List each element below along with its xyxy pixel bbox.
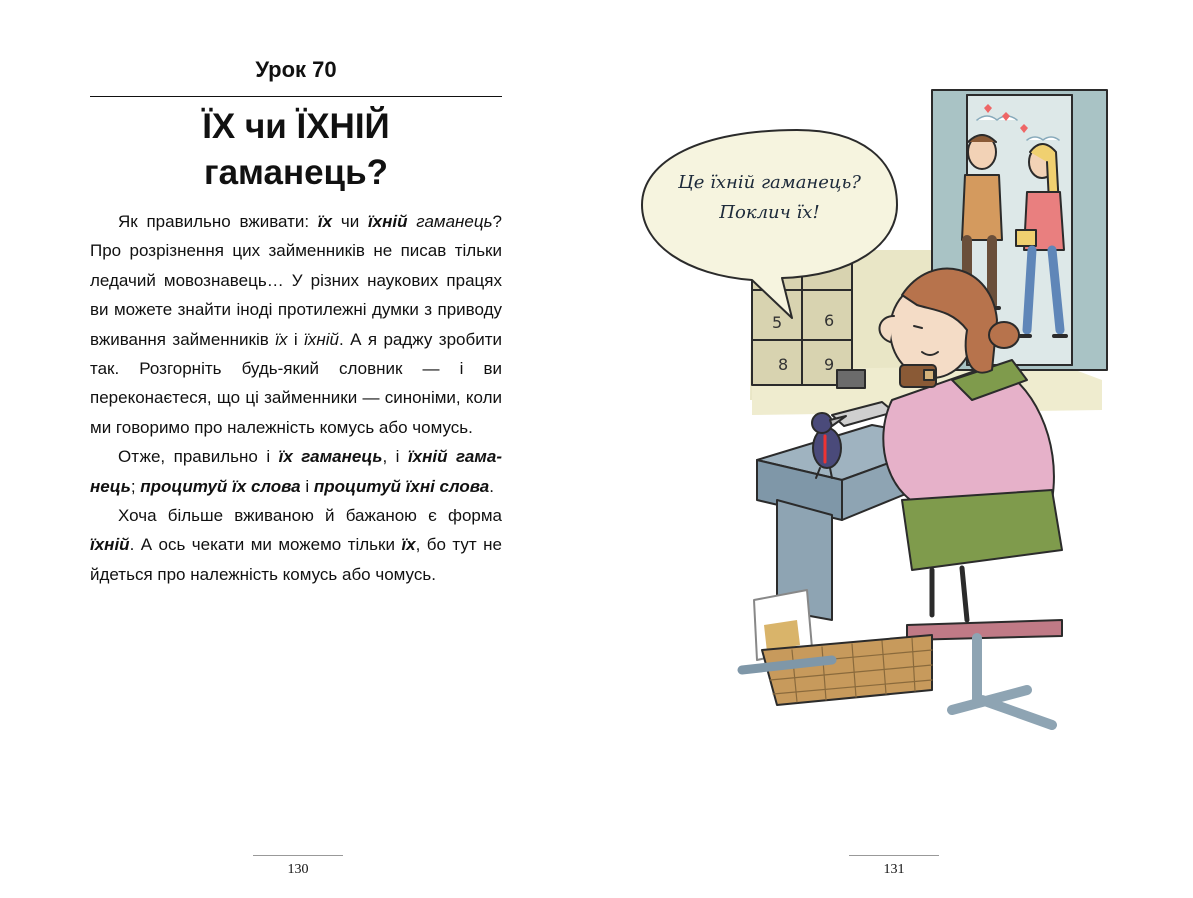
register: [837, 370, 865, 388]
locker-number: 8: [778, 355, 789, 374]
text-run: Отже, правильно і: [118, 447, 279, 467]
page-number-right: [849, 855, 939, 879]
paragraph-1: [90, 207, 502, 442]
paragraph-2: [90, 442, 502, 501]
text-run: ? Про розрізнення цих займенників не писав тільки ледачий мовознавець… У різних наукових працях ви можете знайти іноді протилежні думки з приводу вживання займенників: [90, 212, 502, 349]
text-run: і: [287, 329, 305, 349]
text-run: чи: [332, 212, 368, 231]
left-page: [0, 0, 596, 898]
emphasis: їх: [317, 212, 333, 231]
emphasis: їхній: [367, 212, 408, 231]
locker-number: 6: [824, 311, 835, 330]
emphasis: їхній гаманець: [90, 447, 502, 496]
page-number-left: [253, 855, 343, 879]
emphasis: процитуй їхні слова: [313, 476, 490, 496]
paragraph-3: [90, 501, 502, 589]
text-run: .: [489, 476, 494, 496]
page-number: 131: [883, 862, 905, 877]
text-run: ;: [130, 476, 141, 496]
text-run: , бо тут не йдеться про належність комусь або чомусь.: [90, 535, 502, 584]
text-run: , і: [382, 447, 408, 467]
bubble-line-1: Це їхній гаманець?: [678, 172, 861, 193]
italic-word: їх: [275, 329, 288, 349]
emphasis: їхній: [90, 535, 130, 555]
title-line-1: ЇХ чи ЇХНІЙ: [202, 107, 390, 146]
italic-word: гаманець: [416, 212, 493, 231]
emphasis: процитуй їх слова: [140, 476, 301, 496]
right-page: [596, 0, 1193, 898]
lesson-title: [90, 104, 502, 196]
locker-number: 5: [772, 313, 783, 332]
body-text: [90, 207, 502, 589]
text-run: Хоча більше вживаною й бажаною є форма: [118, 506, 502, 526]
text-run: [408, 212, 417, 231]
page-number: 130: [287, 862, 309, 877]
text-run: . А ось чекати ми можемо тільки: [129, 535, 402, 555]
emphasis: їх: [401, 535, 416, 555]
emphasis: їх гаманець: [278, 447, 383, 467]
bubble-line-2: Поклич їх!: [719, 202, 820, 223]
folio-rule: [849, 855, 939, 856]
title-line-2: гаманець?: [204, 153, 388, 192]
heading-rule: [90, 96, 502, 97]
stool-leg: [952, 638, 1052, 725]
folio-rule: [253, 855, 343, 856]
speech-bubble-text: [642, 168, 897, 228]
italic-word: їхній: [304, 329, 339, 349]
lesson-heading: Урок 70: [255, 57, 337, 82]
text-run: Як правильно вживати:: [118, 212, 318, 231]
text-run: . А я раджу зробити так. Розгорніть будь-який словник — і ви переконаєтеся, що ці займенники — синоніми, коли ми говоримо про належність комусь або чомусь.: [90, 329, 502, 437]
locker-number: 9: [824, 355, 835, 374]
text-run: і: [300, 476, 314, 496]
